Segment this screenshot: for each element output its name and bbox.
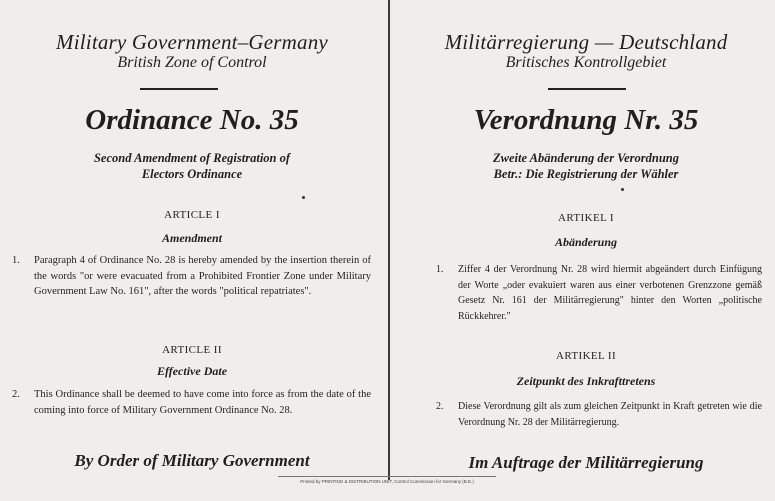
article-1-paragraph <box>12 253 371 300</box>
ordinance-subtitle <box>8 150 376 182</box>
subtitle-line-2: Electors Ordinance <box>141 167 243 181</box>
article-1-paragraph <box>436 262 762 324</box>
article-2-label: ARTIKEL II <box>555 350 617 362</box>
ink-dot <box>302 196 305 199</box>
article-2-paragraph <box>12 387 371 418</box>
ink-dot <box>621 188 624 191</box>
column-divider <box>388 0 390 480</box>
article-1-label: ARTIKEL I <box>558 212 614 224</box>
order-footer: By Order of Military Government <box>74 451 310 470</box>
header-line-1: Militärregierung — Deutschland <box>444 30 728 54</box>
subtitle-line-2: Betr.: Die Registrierung der Wähler <box>493 167 679 181</box>
article-2-paragraph <box>436 399 762 430</box>
ordinance-title: Ordinance No. 35 <box>85 104 299 136</box>
article-1-heading: Abänderung <box>554 235 618 249</box>
paragraph-text: Diese Verordnung gilt als zum gleichen Zeitpunkt in Kraft getreten wie die Verordnung Nr. 28 der Militärregierung. <box>458 401 762 428</box>
article-1-label: ARTICLE I <box>164 209 220 221</box>
header-rule <box>548 88 626 90</box>
article-2-heading: Zeitpunkt des Inkrafttretens <box>516 374 656 388</box>
paragraph-number: 1. <box>12 255 20 266</box>
header-line-2: British Zone of Control <box>117 54 267 71</box>
paragraph-number: 2. <box>12 389 20 400</box>
paragraph-text: This Ordinance shall be deemed to have come into force as from the date of the coming into force of Military Government Ordinance No. 28. <box>34 389 371 416</box>
ordinance-subtitle <box>402 150 770 182</box>
order-footer: Im Auftrage der Militärregierung <box>468 453 704 472</box>
printer-imprint: Printed by PRINTING & DISTRIBUTION UNIT, Control Commission for Germany (B.E.) <box>278 476 496 484</box>
paragraph-text: Paragraph 4 of Ordinance No. 28 is hereby amended by the insertion therein of the words "or were evacuated from a Prohibited Frontier Zone under Military Government Law No. 161", after the words "political repatriates". <box>34 255 371 297</box>
header-rule <box>140 88 218 90</box>
english-column <box>8 0 376 470</box>
paragraph-text: Ziffer 4 der Verordnung Nr. 28 wird hiermit abgeändert durch Einfügung der Worte „oder evakuiert waren aus einer verbotenen Grenzzone gemäß Gesetz Nr. 161 der Militärregierung" hinter den Worten „politische Rückkehrer." <box>458 264 762 322</box>
article-2-heading: Effective Date <box>156 364 228 378</box>
header-line-2: Britisches Kontrollgebiet <box>505 54 667 71</box>
ordinance-title: Verordnung Nr. 35 <box>473 104 699 136</box>
header-line-1: Military Government–Germany <box>56 30 328 54</box>
subtitle-line-1: Zweite Abänderung der Verordnung <box>492 151 680 165</box>
german-column <box>402 0 770 470</box>
article-1-heading: Amendment <box>161 231 222 245</box>
article-2-label: ARTICLE II <box>162 344 222 356</box>
paragraph-number: 2. <box>436 401 444 412</box>
paragraph-number: 1. <box>436 264 444 275</box>
subtitle-line-1: Second Amendment of Registration of <box>93 151 291 165</box>
